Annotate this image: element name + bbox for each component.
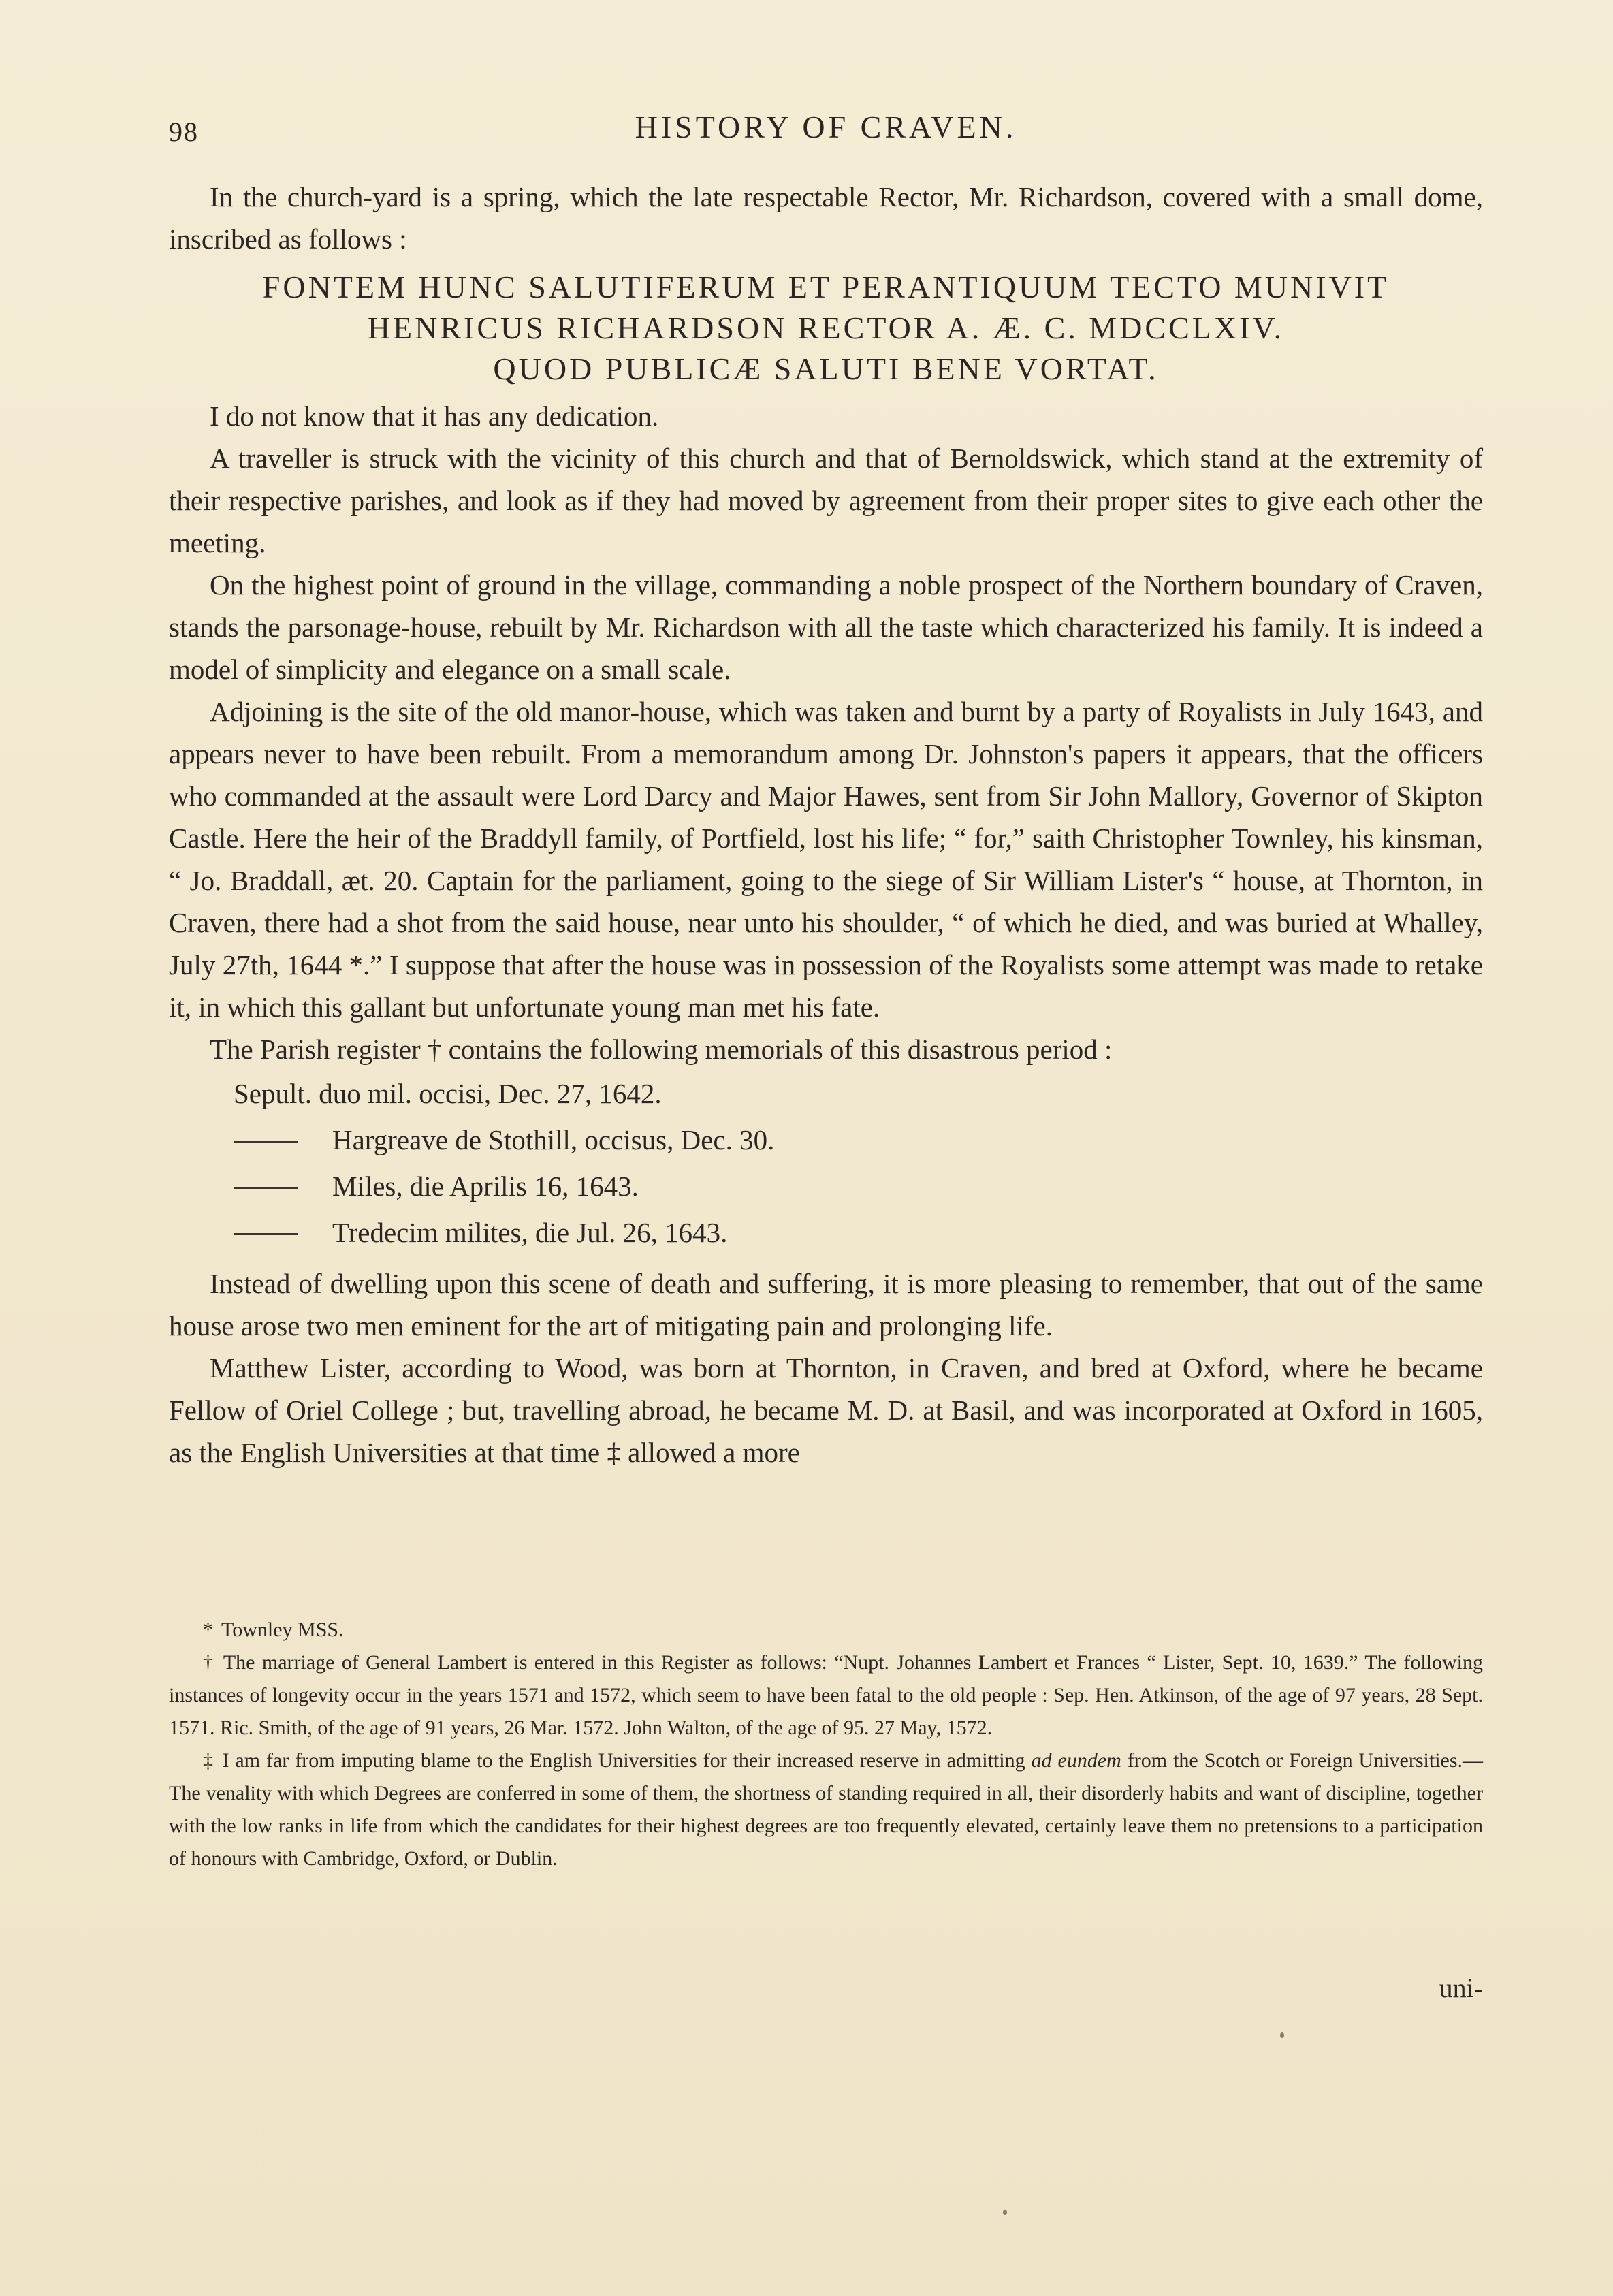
footnote-text: from the Scotch or Foreign Universities.—The venality with which Degrees are conferred in some of them, the shortness of standing required in all, their disorderly habits and want of discipline, together with the low ranks in life from which the candidates for their highest degrees are too frequently elevated, certainly leave them no pretensions to a participation of honours with Cambridge, Oxford, or Dublin. [169,1749,1484,1870]
footnote-mark: † [203,1651,215,1674]
footnote-text: Townley MSS. [221,1619,344,1641]
latin-inscription [169,267,1483,389]
register-entry-text: Tredecim milites, die Jul. 26, 1643. [332,1217,728,1248]
ink-speck [1003,2210,1007,2215]
register-entry-text: Miles, die Aprilis 16, 1643. [332,1170,639,1202]
paragraph-churchyard-spring: In the church-yard is a spring, which the late respectable Rector, Mr. Richardson, covered with a small dome, inscribed as follows : [169,181,1483,255]
running-title: HISTORY OF CRAVEN. [635,110,1017,144]
catchword: uni- [1439,1973,1483,2003]
footnote-text: The marriage of General Lambert is entered in this Register as follows: “Nupt. Johannes Lambert et Frances “ Lister, Sept. 10, 1639.” The following instances of longevity occur in the years 1571 and 1572, which seem to have been fatal to the old people : Sep. Hen. Atkinson, of the age of 97 years, 28 Sept. 1571. Ric. Smith, of the age of 91 years, 26 Mar. 1572. John Walton, of the age of 95. 27 May, 1572. [169,1651,1483,1739]
paragraph-dedication: I do not know that it has any dedication. [210,400,659,432]
page-number: 98 [169,116,199,147]
footnote-lambert [169,1646,1483,1744]
register-entry [169,1163,1483,1209]
paragraph-parsonage: On the highest point of ground in the village, commanding a noble prospect of the Northern boundary of Craven, stands the parsonage-house, rebuilt by Mr. Richardson with all the taste which characterized his family. It is indeed a model of simplicity and elegance on a small scale. [169,569,1483,685]
ditto-dash [234,1141,298,1143]
inscription-line: QUOD PUBLICÆ SALUTI BENE VORTAT. [493,351,1159,386]
register-entry-text: Hargreave de Stothill, occisus, Dec. 30. [332,1124,775,1155]
paragraph-manor-house: Adjoining is the site of the old manor-house, which was taken and burnt by a party of Royalists in July 1643, and appears never to have been rebuilt. From a memorandum among Dr. Johnston's papers it appears, that the officers who commanded at the assault were Lord Darcy and Major Hawes, sent from Sir John Mallory, Governor of Skipton Castle. Here the heir of the Braddyll family, of Portfield, lost his life; “ for,” saith Christopher Townley, his kinsman, “ Jo. Braddall, æt. 20. Captain for the parliament, going to the siege of Sir William Lister's “ house, at Thornton, in Craven, there had a shot from the said house, near unto his shoulder, “ of which he died, and was buried at Whalley, July 27th, 1644 *.” I suppose that after the house was in possession of the Royalists some attempt was made to retake it, in which this gallant but unfortunate young man met his fate. [169,696,1483,1023]
inscription-line: FONTEM HUNC SALUTIFERUM ET PERANTIQUUM TECTO MUNIVIT [262,270,1390,304]
register-entry [169,1209,1483,1256]
footnote-italic-phrase: ad eundem [1031,1749,1121,1772]
ink-speck [1280,2032,1284,2038]
register-entry: Sepult. duo mil. occisi, Dec. 27, 1642. [234,1078,662,1109]
footnote-mark: ‡ [203,1749,214,1772]
paragraph-parish-register: The Parish register † contains the following memorials of this disastrous period : [210,1034,1113,1065]
paragraph-matthew-lister: Matthew Lister, according to Wood, was born at Thornton, in Craven, and bred at Oxford, where he became Fellow of Oriel College ; but, travelling abroad, he became M. D. at Basil, and was incorporated at Oxford in 1605, as the English Universities at that time ‡ allowed a more [169,1352,1483,1468]
main-text [169,176,1483,1473]
paragraph-remember: Instead of dwelling upon this scene of death and suffering, it is more pleasing to remember, that out of the same house arose two men eminent for the art of mitigating pain and prolonging life. [169,1268,1483,1341]
page-header [169,109,1483,150]
register-entries [169,1070,1483,1256]
ditto-dash [234,1233,298,1235]
footnote-universities [169,1744,1483,1875]
footnote-mark: * [203,1619,213,1641]
paragraph-traveller: A traveller is struck with the vicinity of this church and that of Bernoldswick, which stand at the extremity of their respective parishes, and look as if they had moved by agreement from their proper sites to give each other the meeting. [169,443,1483,558]
inscription-line: HENRICUS RICHARDSON RECTOR A. Æ. C. MDCCLXIV. [367,310,1285,345]
footnote-text: I am far from imputing blame to the English Universities for their increased reserve in admitting [222,1749,1025,1772]
ditto-dash [234,1187,298,1189]
register-entry [169,1117,1483,1163]
footnote-townley [169,1614,1483,1646]
footnotes [169,1614,1483,1875]
